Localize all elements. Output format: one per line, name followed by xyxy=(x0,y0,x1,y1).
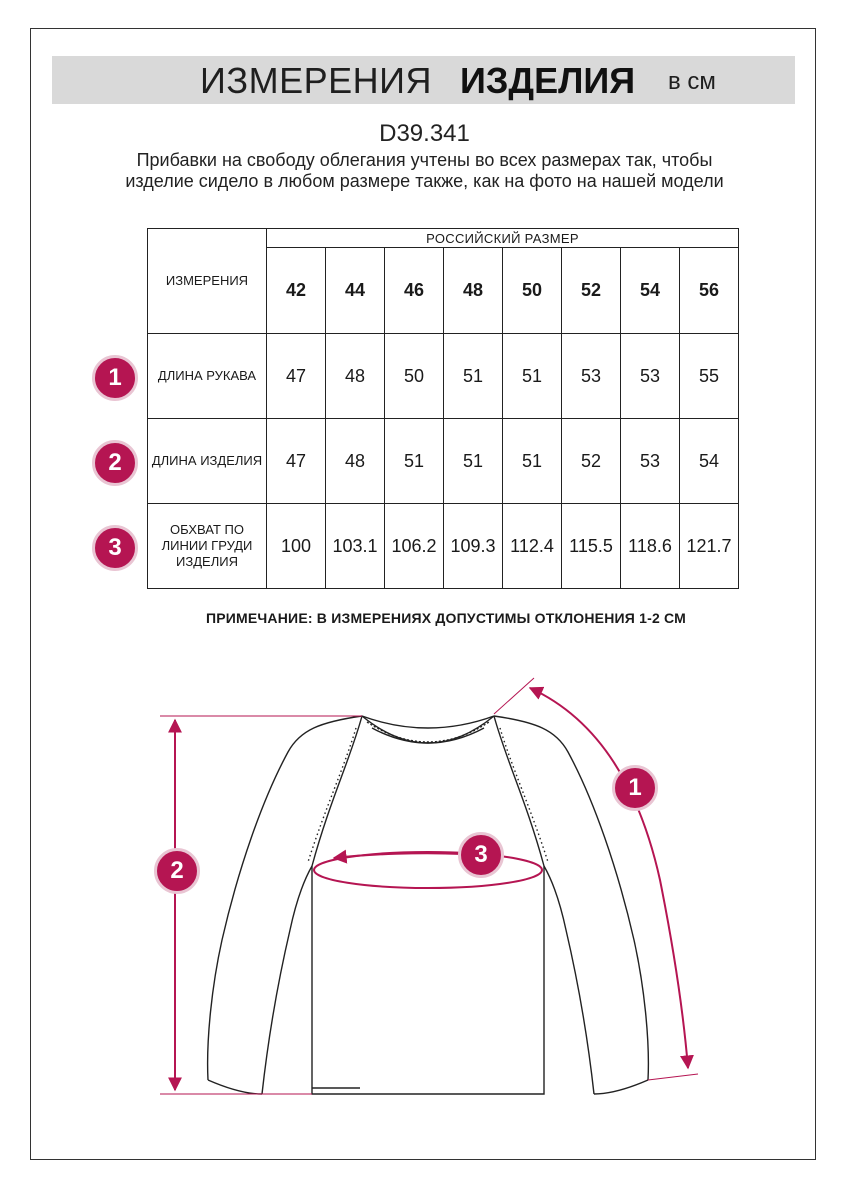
table-cell: 47 xyxy=(267,334,326,419)
table-cell: 53 xyxy=(562,334,621,419)
table-cell: 51 xyxy=(444,419,503,504)
garment-length-arrow xyxy=(160,716,362,1094)
table-cell: 100 xyxy=(267,504,326,589)
title-unit: в см xyxy=(668,68,716,95)
size-header: 54 xyxy=(621,248,680,334)
table-cell: 106.2 xyxy=(385,504,444,589)
product-code: D39.341 xyxy=(379,120,470,147)
table-cell: 48 xyxy=(326,419,385,504)
table-cell: 55 xyxy=(680,334,739,419)
table-cell: 47 xyxy=(267,419,326,504)
table-cell: 53 xyxy=(621,334,680,419)
intro-text: Прибавки на свободу облегания учтены во всех размерах так, чтобы изделие сидело в любом размере также, как на фото на нашей модели xyxy=(125,150,724,191)
table-cell: 52 xyxy=(562,419,621,504)
title-measurements: ИЗМЕРЕНИЯ xyxy=(200,60,433,101)
table-cell: 118.6 xyxy=(621,504,680,589)
row-label: ОБХВАТ ПО ЛИНИИ ГРУДИ ИЗДЕЛИЯ xyxy=(148,504,267,589)
table-cell: 112.4 xyxy=(503,504,562,589)
size-header: 56 xyxy=(680,248,739,334)
table-cell: 51 xyxy=(444,334,503,419)
size-header: 50 xyxy=(503,248,562,334)
size-header: 44 xyxy=(326,248,385,334)
table-cell: 51 xyxy=(503,419,562,504)
table-cell: 51 xyxy=(385,419,444,504)
row-3-marker: 3 xyxy=(92,525,138,571)
row-1-marker: 1 xyxy=(92,355,138,401)
table-cell: 103.1 xyxy=(326,504,385,589)
row-label: ДЛИНА ИЗДЕЛИЯ xyxy=(148,419,267,504)
measurement-note: ПРИМЕЧАНИЕ: В ИЗМЕРЕНИЯХ ДОПУСТИМЫ ОТКЛОНЕНИЯ 1-2 СМ xyxy=(205,610,687,626)
row-2-marker: 2 xyxy=(92,440,138,486)
table-cell: 115.5 xyxy=(562,504,621,589)
chest-girth-marker: 3 xyxy=(458,832,504,878)
garment-length-marker: 2 xyxy=(154,848,200,894)
size-header: 48 xyxy=(444,248,503,334)
row-label: ДЛИНА РУКАВА xyxy=(148,334,267,419)
table-cell: 50 xyxy=(385,334,444,419)
chest-girth-ellipse xyxy=(314,852,542,888)
size-header: 42 xyxy=(267,248,326,334)
table-cell: 53 xyxy=(621,419,680,504)
size-header: 52 xyxy=(562,248,621,334)
table-cell: 51 xyxy=(503,334,562,419)
title-product: ИЗДЕЛИЯ xyxy=(460,60,636,101)
sleeve-length-marker: 1 xyxy=(612,765,658,811)
table-cell: 109.3 xyxy=(444,504,503,589)
measurements-header: ИЗМЕРЕНИЯ xyxy=(165,273,249,288)
table-cell: 48 xyxy=(326,334,385,419)
size-system-header: РОССИЙСКИЙ РАЗМЕР xyxy=(426,230,579,246)
table-cell: 54 xyxy=(680,419,739,504)
sweater-outline xyxy=(208,716,649,1094)
table-cell: 121.7 xyxy=(680,504,739,589)
size-header: 46 xyxy=(385,248,444,334)
